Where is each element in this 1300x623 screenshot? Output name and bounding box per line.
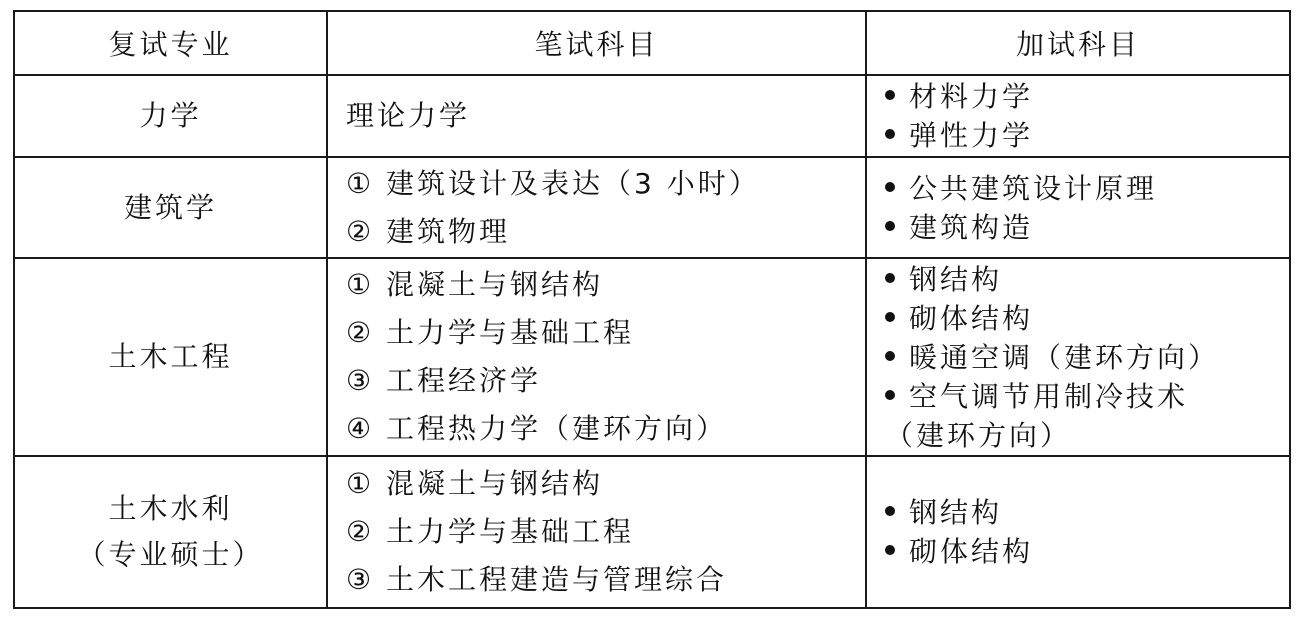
extra-subject: 材料力学 <box>885 77 1289 116</box>
written-subject: 理论力学 <box>346 99 471 132</box>
bullet-icon <box>885 221 895 231</box>
extra-cell <box>866 456 1290 608</box>
extra-subject: 砌体结构 <box>885 299 1289 338</box>
extra-subject: 弹性力学 <box>885 116 1289 155</box>
bullet-icon <box>885 273 895 283</box>
table-row <box>14 157 1290 258</box>
header-row <box>14 11 1290 75</box>
table-row <box>14 258 1290 456</box>
extra-cell <box>866 258 1290 456</box>
table-row <box>14 456 1290 608</box>
major-cell <box>14 258 327 456</box>
written-cell <box>327 157 866 258</box>
extra-subject: 砌体结构 <box>885 532 1289 571</box>
bullet-icon <box>885 351 895 361</box>
table-row <box>14 75 1290 157</box>
bullet-icon <box>885 182 895 192</box>
written-subject: ① 混凝土与钢结构 <box>346 268 604 301</box>
written-cell <box>327 75 866 157</box>
extra-subject: 钢结构 <box>885 260 1289 299</box>
bullet-icon <box>885 390 895 400</box>
written-subject: ① 混凝土与钢结构 <box>346 467 604 500</box>
bullet-icon <box>885 506 895 516</box>
header-major: 复试专业 <box>14 11 327 75</box>
extra-subject: 暖通空调（建环方向） <box>885 338 1289 377</box>
written-subject: ① 建筑设计及表达（3 小时） <box>346 166 760 200</box>
extra-subject: 钢结构 <box>885 493 1289 532</box>
extra-subject-continuation: （建环方向） <box>885 418 1072 452</box>
major-cell <box>14 157 327 258</box>
major-name: 土木工程 <box>108 340 233 373</box>
major-cell <box>14 75 327 157</box>
written-subject: ④ 工程热力学（建环方向） <box>346 412 728 445</box>
written-subject: ③ 工程经济学 <box>346 364 542 397</box>
written-cell <box>327 456 866 608</box>
written-subject: ② 土力学与基础工程 <box>346 316 635 349</box>
major-name: 土木水利 <box>108 492 233 525</box>
bullet-icon <box>885 90 895 100</box>
major-name: 力学 <box>139 99 202 132</box>
written-subject: ② 建筑物理 <box>346 214 511 248</box>
header-extra-subjects: 加试科目 <box>866 11 1290 75</box>
extra-cell <box>866 75 1290 157</box>
written-cell <box>327 258 866 456</box>
written-subject: ② 土力学与基础工程 <box>346 515 635 548</box>
extra-subject: 空气调节用制冷技术 <box>885 377 1289 416</box>
written-subject: ③ 土木工程建造与管理综合 <box>346 563 728 596</box>
extra-subject: 建筑构造 <box>885 208 1289 247</box>
header-written-subjects: 笔试科目 <box>327 11 866 75</box>
extra-cell <box>866 157 1290 258</box>
extra-subject: 公共建筑设计原理 <box>885 169 1289 208</box>
major-note: （专业硕士） <box>77 538 264 571</box>
exam-subjects-table <box>13 10 1291 609</box>
bullet-icon <box>885 312 895 322</box>
major-name: 建筑学 <box>123 190 217 224</box>
bullet-icon <box>885 545 895 555</box>
bullet-icon <box>885 129 895 139</box>
major-cell <box>14 456 327 608</box>
